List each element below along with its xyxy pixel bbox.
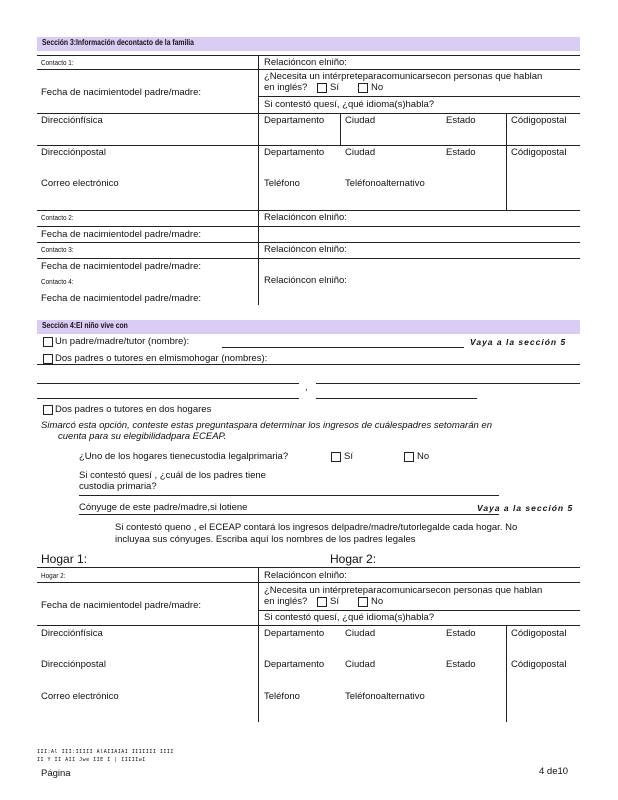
- goto-section-5-b: Vaya a la sección 5: [477, 503, 574, 513]
- household-postal-address: Direcciónpostal: [41, 659, 106, 670]
- contact-1-alt-phone: Teléfonoalternativo: [345, 178, 425, 189]
- parent-name-line-3[interactable]: [37, 398, 299, 399]
- household-physical-address: Direcciónfísica: [41, 628, 103, 639]
- contact-1-relation: Relacióncon elniño:: [264, 57, 347, 68]
- contact-4-label: Contacto 4:: [41, 277, 74, 286]
- one-parent-name-line[interactable]: [222, 347, 464, 348]
- instructions-2: cuenta para su elegibilidadpara ECEAP.: [58, 431, 227, 442]
- household-label: Hogar 2:: [41, 571, 66, 580]
- page-label: Página: [41, 768, 71, 779]
- rule: [37, 145, 580, 146]
- household-interpreter-question: ¿Necesita un intérpreteparacomunicarsecon personas que hablan: [264, 585, 543, 596]
- contact-1-interpreter-yes-checkbox[interactable]: [317, 83, 327, 93]
- contact-1-department-2: Departamento: [264, 147, 325, 158]
- rule: [37, 210, 580, 211]
- household-birth: Fecha de nacimientodel padre/madre:: [41, 600, 202, 611]
- rule: [258, 567, 259, 722]
- contact-4-birth: Fecha de nacimientodel padre/madre:: [41, 293, 202, 304]
- contact-2-relation: Relacióncon elniño:: [264, 212, 347, 223]
- contact-1-postal-code: Códigopostal: [511, 115, 567, 126]
- contact-1-department: Departamento: [264, 115, 325, 126]
- household-postal-code-2: Códigopostal: [511, 659, 567, 670]
- household-email: Correo electrónico: [41, 691, 119, 702]
- rule: [340, 113, 341, 145]
- household-yes-label: Sí: [330, 596, 339, 607]
- household-no-label: No: [371, 596, 384, 607]
- contact-1-postal-address: Direcciónpostal: [41, 147, 106, 158]
- one-parent-label: Un padre/madre/tutor (nombre):: [55, 336, 190, 347]
- contact-1-yes-label: Sí: [330, 82, 339, 93]
- parent-name-line-4[interactable]: [316, 398, 477, 399]
- contact-1-interpreter-question: ¿Necesita un intérpreteparacomunicarsecon personas que hablan: [264, 71, 543, 82]
- rule: [37, 582, 580, 583]
- rule: [37, 113, 580, 114]
- contact-1-postal-code-2: Códigopostal: [511, 147, 567, 158]
- rule: [506, 113, 507, 210]
- rule: [506, 625, 507, 722]
- spouse-label: Cónyuge de este padre/madre,si lotiene: [79, 502, 248, 513]
- contact-3-birth: Fecha de nacimientodel padre/madre:: [41, 261, 202, 272]
- rule: [37, 567, 580, 568]
- comma: ,: [305, 382, 308, 393]
- instructions: Simarcó esta opción, conteste estas preguntaspara determinar los ingresos de cuálespadres setomarán en: [41, 420, 492, 431]
- contact-2-birth: Fecha de nacimientodel padre/madre:: [41, 229, 202, 240]
- household-department: Departamento: [264, 628, 325, 639]
- contact-1-state: Estado: [446, 115, 476, 126]
- contact-3-label: Contacto 3:: [41, 245, 74, 254]
- custody-no-checkbox[interactable]: [404, 452, 414, 462]
- household-interpreter-no-checkbox[interactable]: [358, 597, 368, 607]
- household-interpreter-yes-checkbox[interactable]: [317, 597, 327, 607]
- section-4-header: [37, 320, 580, 334]
- rule: [37, 69, 580, 70]
- rule: [37, 242, 580, 243]
- custody-question: ¿Uno de los hogares tienecustodia legalprimaria?: [79, 451, 289, 462]
- contact-3-relation: Relacióncon elniño:: [264, 244, 347, 255]
- custody-yes-label: Sí: [344, 451, 353, 462]
- custody-no-label: No: [417, 451, 430, 462]
- household-state: Estado: [446, 628, 476, 639]
- contact-1-interpreter-no-checkbox[interactable]: [358, 83, 368, 93]
- form-code-1: III:Al III:IIIII AlAIIAIAI IIIIIII IIII: [37, 749, 174, 755]
- two-homes-label: Dos padres o tutores en dos hogares: [55, 404, 212, 415]
- household-state-2: Estado: [446, 659, 476, 670]
- contact-1-state-2: Estado: [446, 147, 476, 158]
- two-homes-checkbox[interactable]: [43, 405, 53, 415]
- custody-yes-checkbox[interactable]: [331, 452, 341, 462]
- contact-1-city: Ciudad: [345, 115, 376, 126]
- section-3-title: Sección 3:Información decontacto de la familia: [42, 38, 194, 47]
- if-no-text: Si contestó queno , el ECEAP contará los ingresos delpadre/madre/tutorlegalde cada hogar. No: [115, 522, 518, 533]
- household-relation: Relacióncon elniño:: [264, 570, 347, 581]
- parent-name-line-2[interactable]: [316, 383, 580, 384]
- goto-section-5: Vaya a la sección 5: [470, 337, 567, 347]
- rule: [258, 55, 259, 305]
- parent-name-line-1[interactable]: [37, 383, 299, 384]
- which-parent-line[interactable]: [79, 495, 499, 496]
- household-interpreter-question-2: en inglés?: [264, 596, 308, 607]
- contact-1-phone: Teléfono: [264, 178, 300, 189]
- household-1-heading: Hogar 1:: [41, 552, 88, 566]
- which-parent-question: Si contestó quesí , ¿cuál de los padres tiene: [79, 470, 266, 481]
- form-code-2: II Y II AII Jwe IIE I | IIIIIwI: [37, 757, 146, 763]
- rule: [37, 364, 580, 365]
- one-parent-checkbox[interactable]: [43, 337, 53, 347]
- household-phone: Teléfono: [264, 691, 300, 702]
- if-no-text-2: incluyaa sus cónyuges. Escriba aquí los nombres de los padres legales: [115, 534, 416, 545]
- household-2-heading: Hogar 2:: [330, 552, 377, 566]
- contact-4-relation: Relacióncon elniño:: [264, 275, 347, 286]
- household-postal-code: Códigopostal: [511, 628, 567, 639]
- household-city: Ciudad: [345, 628, 376, 639]
- contact-2-label: Contacto 2:: [41, 213, 74, 222]
- section-3-header: [37, 37, 580, 51]
- rule: [37, 55, 580, 56]
- rule: [37, 226, 580, 227]
- household-alt-phone: Teléfonoalternativo: [345, 691, 425, 702]
- rule: [37, 625, 580, 626]
- two-same-home-label: Dos padres o tutores en elmismohogar (nombres):: [55, 353, 268, 364]
- two-same-home-checkbox[interactable]: [43, 354, 53, 364]
- household-department-2: Departamento: [264, 659, 325, 670]
- rule: [37, 258, 580, 259]
- rule: [258, 96, 580, 97]
- which-parent-question-2: custodia primaria?: [79, 481, 157, 492]
- contact-1-birth: Fecha de nacimientodel padre/madre:: [41, 87, 202, 98]
- contact-1-physical-address: Direcciónfísica: [41, 115, 103, 126]
- contact-1-label: Contacto 1:: [41, 58, 74, 67]
- section-4-title: Sección 4:El niño vive con: [42, 321, 128, 330]
- household-city-2: Ciudad: [345, 659, 376, 670]
- rule: [258, 610, 580, 611]
- contact-1-email: Correo electrónico: [41, 178, 119, 189]
- page-number: 4 de10: [539, 766, 569, 777]
- contact-1-language: Si contestó quesí, ¿qué idioma(s)habla?: [264, 99, 435, 110]
- household-language: Si contestó quesí, ¿qué idioma(s)habla?: [264, 612, 435, 623]
- spouse-line[interactable]: [79, 514, 499, 515]
- contact-1-city-2: Ciudad: [345, 147, 376, 158]
- contact-1-no-label: No: [371, 82, 384, 93]
- contact-1-interpreter-question-2: en inglés?: [264, 82, 308, 93]
